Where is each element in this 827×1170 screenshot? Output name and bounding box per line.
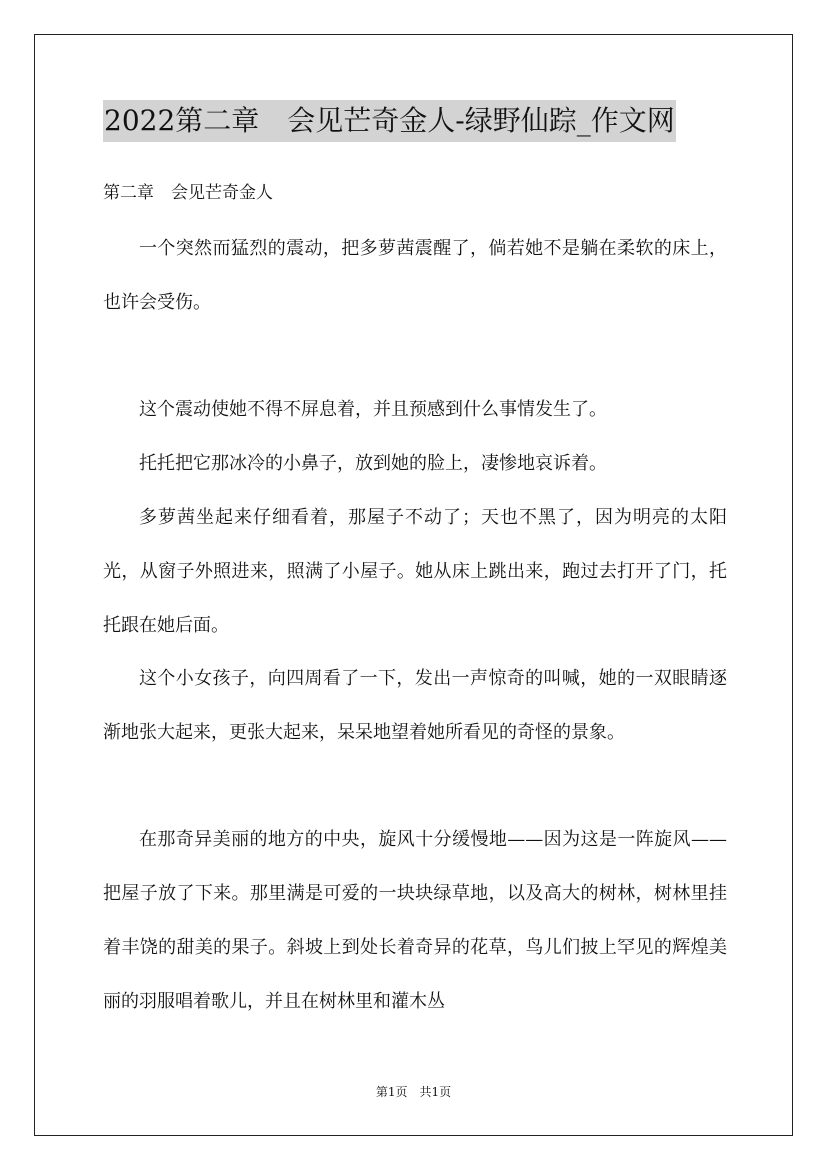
paragraph-5: 这个小女孩子，向四周看了一下，发出一声惊奇的叫喊，她的一双眼睛逐渐地张大起来，更张大起来，呆呆地望着她所看见的奇怪的景象。 (103, 668, 727, 743)
chapter-heading: 第二章 会见芒奇金人 (103, 183, 273, 203)
paragraph-3: 托托把它那冰冷的小鼻子，放到她的脸上，凄惨地哀诉着。 (139, 453, 607, 474)
page-number-footer: 第1页 共1页 (375, 1085, 452, 1099)
paragraph-4: 多萝茜坐起来仔细看着，那屋子不动了；天也不黑了，因为明亮的太阳光，从窗子外照进来，照满了小屋子。她从床上跳出来，跑过去打开了门，托托跟在她后面。 (103, 507, 727, 636)
paragraph-1: 一个突然而猛烈的震动，把多萝茜震醒了，倘若她不是躺在柔软的床上，也许会受伤。 (103, 238, 727, 313)
paragraph-6: 在那奇异美丽的地方的中央，旋风十分缓慢地——因为这是一阵旋风——把屋子放了下来。那里满是可爱的一块块绿草地，以及高大的树林，树林里挂着丰饶的甜美的果子。斜坡上到处长着奇异的花草，鸟儿们披上罕见的辉煌美丽的羽服唱着歌儿，并且在树林里和灌木丛 (103, 829, 727, 1012)
paragraph-2: 这个震动使她不得不屏息着，并且预感到什么事情发生了。 (139, 399, 607, 420)
document-title: 2022第二章 会见芒奇金人-绿野仙踪_作文网 (103, 100, 676, 142)
